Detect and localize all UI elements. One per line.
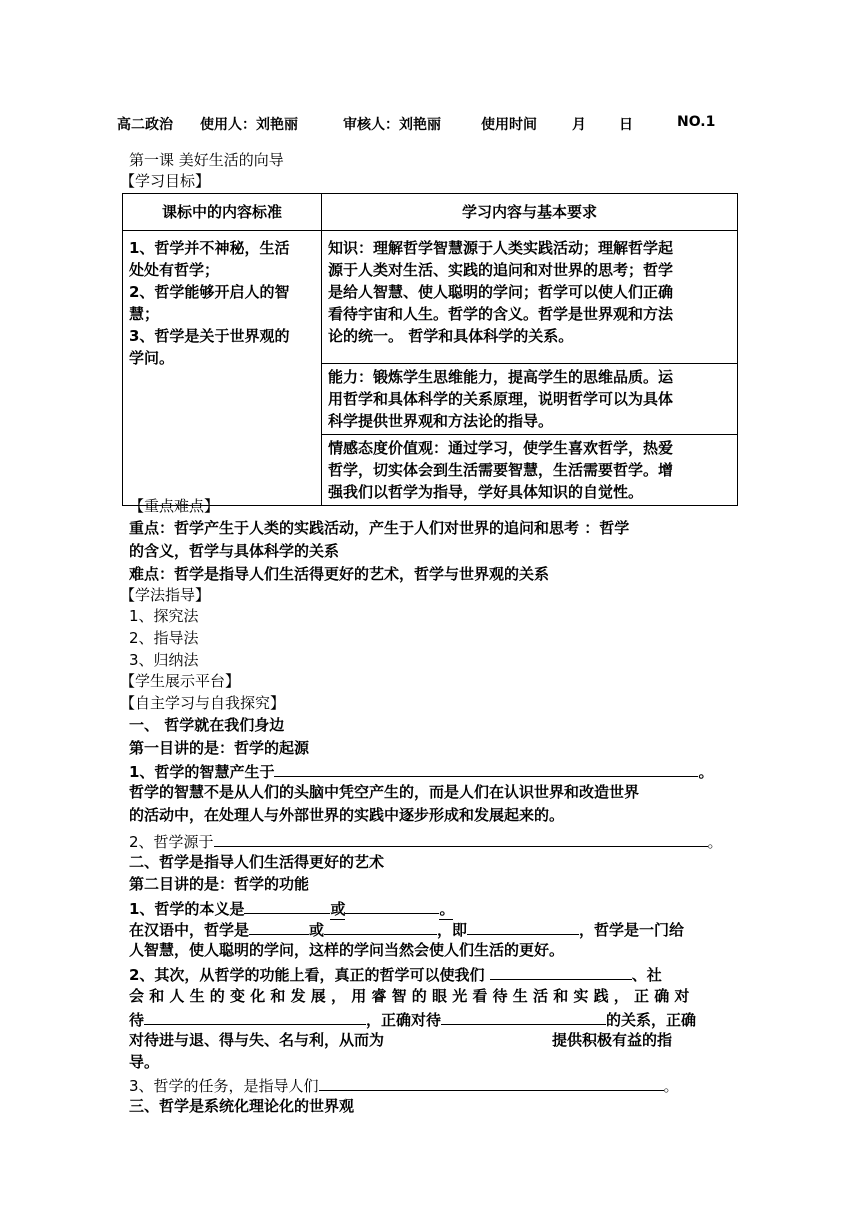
values-line: 强我们以哲学为指导，学好具体知识的自觉性。 bbox=[328, 483, 644, 501]
function-3-line-3 bbox=[129, 1008, 696, 1030]
function-3-text-b: 、社 bbox=[631, 966, 662, 984]
blank-field[interactable] bbox=[324, 918, 437, 935]
function-1-prefix: 1、哲学的本义是 bbox=[129, 900, 245, 918]
blank-field[interactable] bbox=[345, 897, 439, 914]
blank-field[interactable] bbox=[249, 918, 309, 935]
function-4 bbox=[129, 1074, 679, 1096]
method-item: 3、归纳法 bbox=[129, 651, 199, 669]
knowledge-line: 知识：理解哲学智慧源于人类实践活动；理解哲学起 bbox=[328, 239, 674, 257]
blank-field[interactable] bbox=[214, 830, 708, 847]
function-3-line-4 bbox=[129, 1030, 672, 1050]
user-label: 使用人：刘艳丽 bbox=[200, 117, 298, 133]
col2-header: 学习内容与基本要求 bbox=[322, 194, 738, 231]
question-2-prefix: 2、哲学源于 bbox=[129, 833, 214, 851]
reviewer-label: 审核人：刘艳丽 bbox=[343, 117, 441, 133]
function-3-line-2: 会和人生的变化和发展，用睿智的眼光看待生活和实践，正确对 bbox=[129, 987, 695, 1005]
question-2-end: 。 bbox=[707, 833, 723, 851]
section-2-title: 二、哲学是指导人们生活得更好的艺术 bbox=[129, 853, 385, 871]
function-2-ji: ，即 bbox=[437, 921, 468, 939]
function-2-or: 或 bbox=[309, 921, 325, 939]
function-1 bbox=[129, 897, 453, 920]
function-3-text: 2、其次，从哲学的功能上看，真正的哲学可以使我们 bbox=[129, 966, 485, 984]
standards-cell bbox=[123, 231, 322, 506]
self-study-heading: 【自主学习与自我探究】 bbox=[120, 694, 286, 712]
key-point-line-2: 的含义，哲学与具体科学的关系 bbox=[129, 542, 340, 560]
values-cell bbox=[322, 435, 738, 506]
goals-table bbox=[122, 193, 738, 506]
lesson-title: 第一课 美好生活的向导 bbox=[129, 151, 284, 169]
ability-line: 科学提供世界观和方法论的指导。 bbox=[328, 412, 554, 430]
function-2-line-2: 人智慧，使人聪明的学问，这样的学问当然会使人们生活的更好。 bbox=[129, 941, 565, 959]
question-1-end: 。 bbox=[698, 763, 714, 781]
section-1-title: 一、 哲学就在我们身边 bbox=[129, 716, 285, 734]
blank-field[interactable] bbox=[274, 760, 698, 777]
values-line: 哲学，切实体会到生活需要智慧，生活需要哲学。增 bbox=[328, 461, 674, 479]
blank-field[interactable] bbox=[467, 918, 579, 935]
blank-field[interactable] bbox=[244, 897, 330, 914]
function-3-text-f: 的关系，正确 bbox=[606, 1011, 697, 1029]
knowledge-cell bbox=[322, 231, 738, 364]
function-2-line-1 bbox=[129, 918, 684, 940]
topic-2-title: 第二目讲的是：哲学的功能 bbox=[129, 875, 310, 893]
ability-line: 用哲学和具体科学的关系原理，说明哲学可以为具体 bbox=[328, 390, 674, 408]
blank-field[interactable] bbox=[441, 1008, 606, 1025]
function-3-text-d: 待 bbox=[129, 1011, 145, 1029]
function-2-text-b: ，哲学是一门给 bbox=[579, 921, 685, 939]
blank-field[interactable] bbox=[490, 963, 632, 980]
time-label: 使用时间 bbox=[481, 117, 537, 133]
day-label: 日 bbox=[619, 117, 633, 133]
standard-line: 3、哲学是关于世界观的 bbox=[129, 327, 290, 345]
difficulty-line: 难点：哲学是指导人们生活得更好的艺术，哲学与世界观的关系 bbox=[129, 565, 550, 583]
standard-line: 1、哲学并不神秘，生活 bbox=[129, 239, 290, 257]
knowledge-line: 论的统一。 哲学和具体科学的关系。 bbox=[328, 327, 574, 345]
function-4-end: 。 bbox=[663, 1077, 679, 1095]
question-1-prefix: 1、哲学的智慧产生于 bbox=[129, 763, 275, 781]
knowledge-line: 源于人类对生活、实践的追问和对世界的思考；哲学 bbox=[328, 261, 674, 279]
knowledge-line: 看待宇宙和人生。哲学的含义。哲学是世界观和方法 bbox=[328, 305, 674, 323]
col1-header: 课标中的内容标准 bbox=[123, 194, 322, 231]
blank-end-text: 。 bbox=[439, 900, 455, 918]
function-3-line-1 bbox=[129, 963, 662, 985]
function-4-prefix: 3、哲学的任务，是指导人们 bbox=[129, 1077, 319, 1095]
ability-cell bbox=[322, 364, 738, 435]
standard-line: 慧； bbox=[129, 305, 160, 323]
knowledge-line: 是给人智慧、使人聪明的学问；哲学可以使人们正确 bbox=[328, 283, 674, 301]
method-item: 2、指导法 bbox=[129, 629, 199, 647]
question-1 bbox=[129, 760, 713, 782]
method-heading: 【学法指导】 bbox=[120, 586, 211, 604]
key-heading: 【重点难点】 bbox=[129, 497, 220, 515]
method-item: 1、探究法 bbox=[129, 607, 199, 625]
function-3-text-g: 对待进与退、得与失、名与利，从而为 bbox=[129, 1031, 385, 1049]
standard-line: 2、哲学能够开启人的智 bbox=[129, 283, 290, 301]
values-line: 情感态度价值观：通过学习，使学生喜欢哲学，热爱 bbox=[328, 439, 674, 457]
blank-field[interactable] bbox=[144, 1008, 366, 1025]
topic-1-title: 第一目讲的是：哲学的起源 bbox=[129, 739, 310, 757]
blank-field[interactable] bbox=[319, 1074, 664, 1091]
function-3-line-5: 导。 bbox=[129, 1053, 160, 1071]
blank-or-text: 或 bbox=[330, 900, 346, 918]
function-3-text-e: ，正确对待 bbox=[366, 1011, 442, 1029]
standard-line: 学问。 bbox=[129, 349, 175, 367]
number-label: NO.1 bbox=[677, 114, 716, 130]
question-2 bbox=[129, 830, 723, 852]
goals-heading: 【学习目标】 bbox=[120, 172, 211, 190]
function-3-text-h: 提供积极有益的指 bbox=[552, 1031, 673, 1049]
function-2-text: 在汉语中，哲学是 bbox=[129, 921, 250, 939]
month-label: 月 bbox=[572, 117, 586, 133]
ability-line: 能力：锻炼学生思维能力，提高学生的思维品质。运 bbox=[328, 368, 674, 386]
section-3-title: 三、哲学是系统化理论化的世界观 bbox=[129, 1097, 355, 1115]
question-1-text-2: 的活动中，在处理人与外部世界的实践中逐步形成和发展起来的。 bbox=[129, 806, 565, 824]
standard-line: 处处有哲学； bbox=[129, 261, 220, 279]
subject-label: 高二政治 bbox=[117, 117, 173, 133]
question-1-text-1: 哲学的智慧不是从人们的头脑中凭空产生的，而是人们在认识世界和改造世界 bbox=[129, 783, 640, 801]
key-point-line-1: 重点：哲学产生于人类的实践活动，产生于人们对世界的追问和思考 ：哲学 bbox=[129, 519, 630, 537]
platform-heading: 【学生展示平台】 bbox=[120, 672, 241, 690]
